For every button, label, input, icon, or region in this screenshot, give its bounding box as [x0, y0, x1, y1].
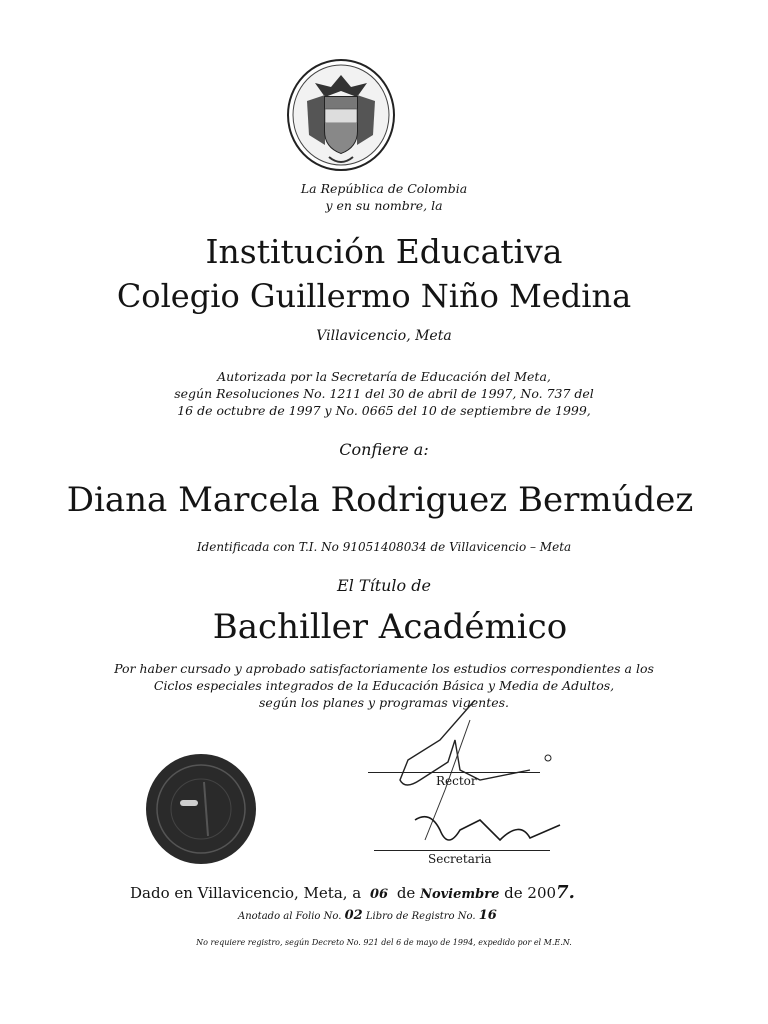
- secretary-label: Secretaria: [428, 852, 492, 866]
- school-name: Colegio Guillermo Niño Medina: [116, 277, 632, 315]
- given-month: Noviembre: [420, 887, 500, 902]
- book-number: 16: [478, 908, 497, 923]
- institution-seal-icon: [144, 752, 258, 866]
- studies-line: Por haber cursado y aprobado satisfactoriamente los estudios correspondientes a los: [114, 661, 654, 676]
- registry-note: [238, 908, 497, 923]
- given-prefix: Dado en Villavicencio, Meta, a: [130, 884, 362, 902]
- given-day: 06: [369, 887, 389, 902]
- given-de: de: [396, 884, 416, 902]
- given-date: [130, 882, 590, 903]
- authorization-text: [0, 368, 768, 419]
- city-label: Villavicencio, Meta: [316, 328, 452, 344]
- book-label: Libro de Registro No.: [365, 911, 476, 922]
- studies-line: según los planes y programas vigentes.: [258, 695, 510, 710]
- studies-line: Ciclos especiales integrados de la Educación Básica y Media de Adultos,: [153, 678, 615, 693]
- name-line: y en su nombre, la: [325, 198, 443, 213]
- folio-number: 02: [344, 908, 363, 923]
- title-label: El Título de: [337, 576, 431, 595]
- degree-name: Bachiller Académico: [212, 607, 568, 647]
- confers-label: Confiere a:: [339, 440, 429, 459]
- authorization-line: Autorizada por la Secretaría de Educación del Meta,: [217, 369, 551, 384]
- coat-of-arms-icon: [285, 57, 397, 173]
- institution-title: Institución Educativa: [205, 232, 563, 271]
- given-year-prefix: de 200: [504, 884, 557, 902]
- rector-signature-line: [368, 772, 540, 773]
- authorization-line: 16 de octubre de 1997 y No. 0665 del 10 de septiembre de 1999,: [177, 403, 591, 418]
- authorization-line: según Resoluciones No. 1211 del 30 de abril de 1997, No. 737 del: [174, 386, 594, 401]
- decree-note: No requiere registro, según Decreto No. 921 del 6 de mayo de 1994, expedido por el M.E.N.: [196, 938, 572, 947]
- folio-label: Anotado al Folio No.: [238, 911, 342, 922]
- rector-label: Rector: [436, 774, 477, 788]
- student-identification: Identificada con T.I. No 91051408034 de Villavicencio – Meta: [196, 540, 572, 554]
- secretary-signature-line: [374, 850, 550, 851]
- student-name: Diana Marcela Rodriguez Bermúdez: [66, 480, 694, 520]
- republic-header: [0, 180, 768, 214]
- republic-line: La República de Colombia: [300, 181, 468, 196]
- given-year-digit: 7.: [556, 882, 575, 903]
